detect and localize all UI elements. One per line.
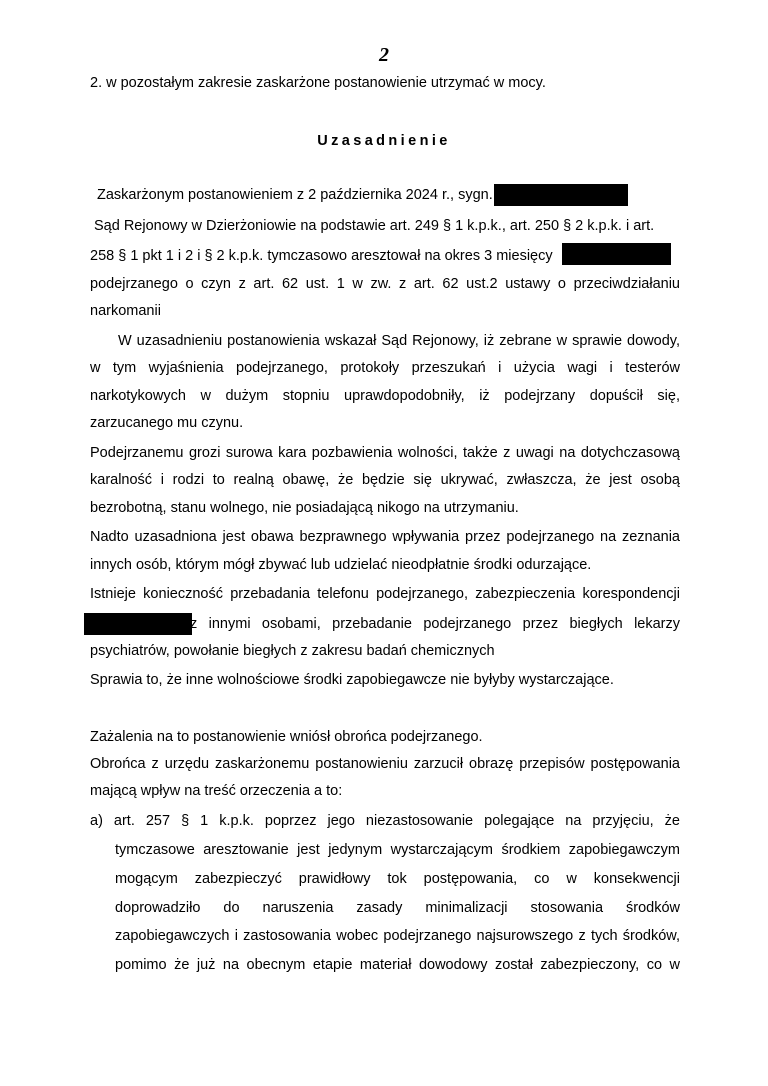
- text-line: Zaskarżonym postanowieniem z 2 października 2024 r., sygn.: [97, 187, 493, 203]
- text-line: zapobiegawczych i zastosowania wobec podejrzanego najsurowszego z tych środków,: [115, 928, 680, 944]
- text-line: 258 § 1 pkt 1 i 2 i § 2 k.p.k. tymczasowo aresztował na okres 3 miesięcy: [90, 248, 553, 264]
- text-line: bezrobotną, stanu wolnego, nie posiadającą nikogo na utrzymaniu.: [90, 500, 519, 516]
- text-line: W uzasadnieniu postanowienia wskazał Sąd Rejonowy, iż zebrane w sprawie dowody,: [118, 333, 680, 349]
- text-line: narkomanii: [90, 303, 161, 319]
- text-line: Podejrzanemu grozi surowa kara pozbawienia wolności, także z uwagi na dotychczasową: [90, 445, 680, 461]
- section-heading: Uzasadnienie: [317, 133, 451, 149]
- redaction-box: [494, 184, 628, 206]
- redaction-box: [562, 243, 671, 265]
- text-line: innych osób, którym mógł zbywać lub udzielać nieodpłatnie środki odurzające.: [90, 557, 592, 573]
- page-number: 2: [379, 44, 389, 66]
- redaction-box: [84, 613, 192, 635]
- text-line: pomimo że już na obecnym etapie materiał dowodowy został zabezpieczony, co w: [115, 957, 680, 973]
- text-line: psychiatrów, powołanie biegłych z zakresu badań chemicznych: [90, 643, 495, 659]
- resolution-item: 2. w pozostałym zakresie zaskarżone postanowienie utrzymać w mocy.: [90, 75, 546, 91]
- text-line: Nadto uzasadniona jest obawa bezprawnego wpływania przez podejrzanego na zeznania: [90, 529, 680, 545]
- text-line: z innymi osobami, przebadanie podejrzanego przez biegłych lekarzy: [190, 616, 680, 632]
- text-line: zarzucanego mu czynu.: [90, 415, 244, 431]
- text-line: w tym wyjaśnienia podejrzanego, protokoły przeszukań i użycia wagi i testerów: [90, 360, 680, 376]
- text-line: Sprawia to, że inne wolnościowe środki zapobiegawcze nie byłyby wystarczające.: [90, 672, 614, 688]
- text-line: Obrońca z urzędu zaskarżonemu postanowieniu zarzucił obrazę przepisów postępowania: [90, 756, 680, 772]
- text-line: mającą wpływ na treść orzeczenia a to:: [90, 783, 343, 799]
- list-item-a: a) art. 257 § 1 k.p.k. poprzez jego niezastosowanie polegające na przyjęciu, że: [90, 813, 680, 829]
- text-line: Zażalenia na to postanowienie wniósł obrońca podejrzanego.: [90, 729, 483, 745]
- text-line: Sąd Rejonowy w Dzierżoniowie na podstawie art. 249 § 1 k.p.k., art. 250 § 2 k.p.k. i art.: [94, 218, 655, 234]
- text-line: karalność i rodzi to realną obawę, że będzie się ukrywać, zwłaszcza, że jest osobą: [90, 472, 680, 488]
- text-line: doprowadziło do naruszenia zasady minimalizacji stosowania środków: [115, 900, 680, 916]
- text-line: mogącym zabezpieczyć prawidłowy tok postępowania, co w konsekwencji: [115, 871, 680, 887]
- text-line: narkotykowych w dużym stopniu uprawdopodobniły, iż podejrzany dopuścił się,: [90, 388, 680, 404]
- text-line: tymczasowe aresztowanie jest jedynym wystarczającym środkiem zapobiegawczym: [115, 842, 680, 858]
- text-line: Istnieje konieczność przebadania telefonu podejrzanego, zabezpieczenia korespondencji: [90, 586, 680, 602]
- text-line: podejrzanego o czyn z art. 62 ust. 1 w zw. z art. 62 ust.2 ustawy o przeciwdziałaniu: [90, 276, 680, 292]
